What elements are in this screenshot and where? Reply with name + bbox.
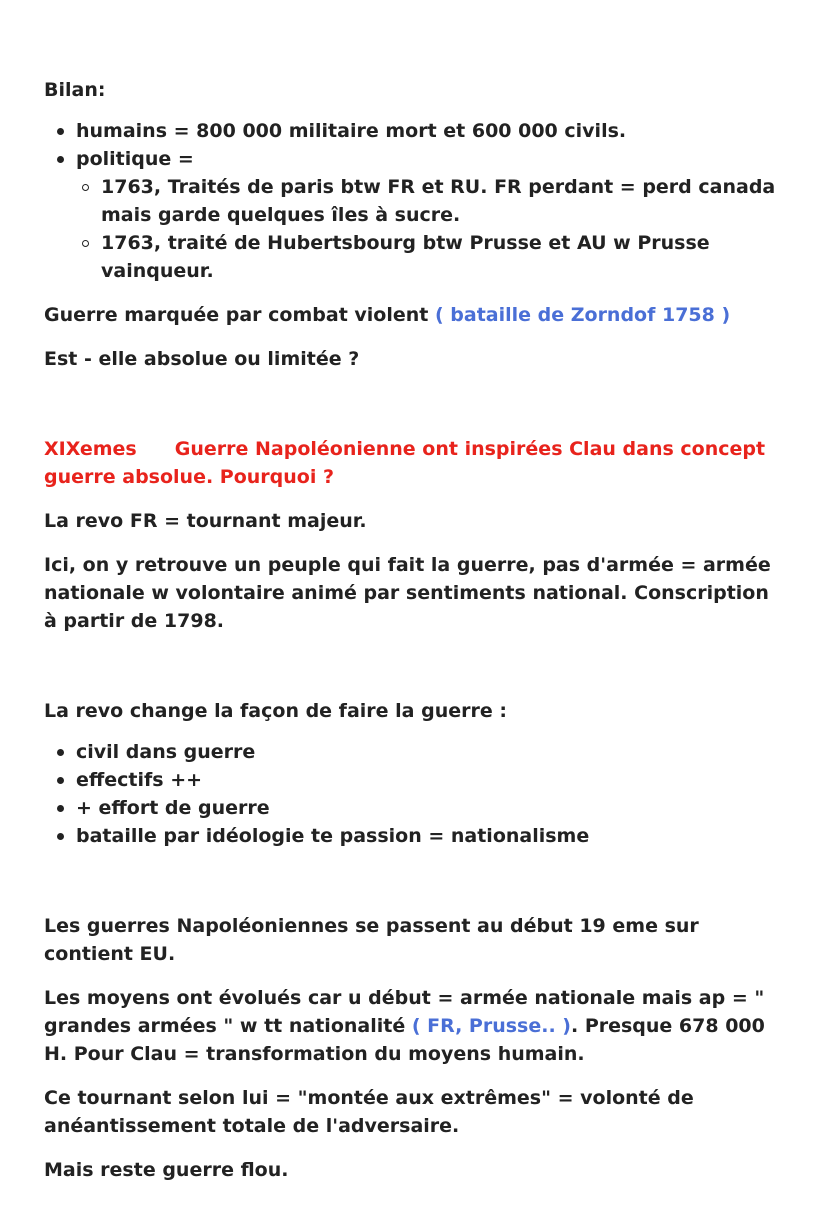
bilan-heading: Bilan: xyxy=(44,79,106,101)
heading-century: XIXemes xyxy=(44,438,137,460)
peuple-paragraph: Ici, on y retrouve un peuple qui fait la guerre, pas d'armée = armée nationale w volontaire animé par sentiments national. Conscription à partir de 1798. xyxy=(44,554,771,632)
list-item: effectifs ++ xyxy=(44,766,784,794)
heading-text: Guerre Napoléonienne ont inspirées Clau dans concept guerre absolue. Pourquoi ? xyxy=(44,438,766,488)
tournant-paragraph: Ce tournant selon lui = "montée aux extrêmes" = volonté de anéantissement totale de l'adversaire. xyxy=(44,1087,694,1137)
nationalite-highlight: ( FR, Prusse.. ) xyxy=(411,1015,571,1037)
section-heading xyxy=(44,435,784,491)
sublist-item-traites-paris: 1763, Traités de paris btw FR et RU. FR perdant = perd canada mais garde quelques îles à sucre. xyxy=(76,173,784,229)
zorndof-highlight: ( bataille de Zorndof 1758 ) xyxy=(434,304,731,326)
revo-tournant-paragraph: La revo FR = tournant majeur. xyxy=(44,510,367,532)
sublist-item-hubertsbourg: 1763, traité de Hubertsbourg btw Prusse et AU w Prusse vainqueur. xyxy=(76,229,784,285)
revo-change-paragraph: La revo change la façon de faire la guerre : xyxy=(44,700,507,722)
guerre-marquee-text: Guerre marquée par combat violent xyxy=(44,304,435,326)
guerres-napo-paragraph: Les guerres Napoléoniennes se passent au début 19 eme sur contient EU. xyxy=(44,915,699,965)
list-item: + effort de guerre xyxy=(44,794,784,822)
guerre-marquee-paragraph xyxy=(44,301,784,329)
moyens-paragraph xyxy=(44,984,784,1068)
question-paragraph: Est - elle absolue ou limitée ? xyxy=(44,348,360,370)
change-list xyxy=(44,738,784,850)
list-item-politique xyxy=(44,145,784,285)
politique-sublist xyxy=(76,173,784,285)
list-item: bataille par idéologie te passion = nationalisme xyxy=(44,822,784,850)
document-page xyxy=(44,76,784,1184)
bilan-list xyxy=(44,117,784,285)
moyens-text-2: . Presque 678 000 H. Pour Clau = transformation du moyens humain. xyxy=(44,1015,765,1065)
list-item: civil dans guerre xyxy=(44,738,784,766)
moyens-text-1: Les moyens ont évolués car u début = armée nationale mais ap = " grandes armées " w tt nationalité xyxy=(44,987,765,1037)
politique-label: politique = xyxy=(76,148,194,170)
list-item-humains: humains = 800 000 militaire mort et 600 000 civils. xyxy=(44,117,784,145)
flou-paragraph: Mais reste guerre flou. xyxy=(44,1159,289,1181)
